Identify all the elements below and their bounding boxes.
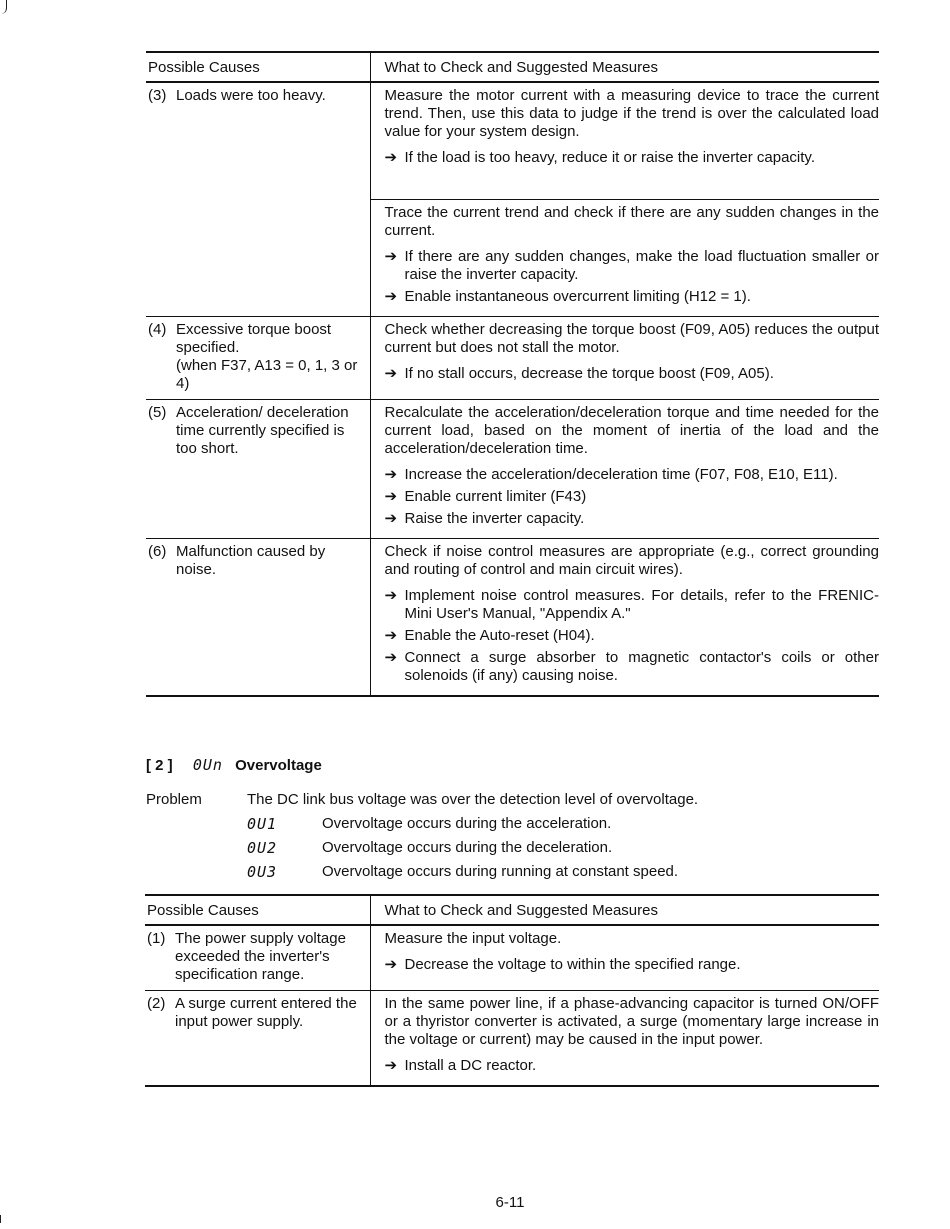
table-row <box>146 538 879 696</box>
cause-number: (5) <box>148 403 167 421</box>
check-cell <box>370 538 879 696</box>
header-what-to-check: What to Check and Suggested Measures <box>370 895 879 925</box>
header-possible-causes: Possible Causes <box>146 52 370 82</box>
arrow-icon: ➔ <box>384 956 398 973</box>
table-row <box>146 199 879 316</box>
table-row <box>146 82 879 199</box>
action-text: Enable current limiter (F43) <box>404 487 587 505</box>
arrow-icon: ➔ <box>384 149 398 166</box>
action-text: Implement noise control measures. For details, refer to the FRENIC-Mini User's Manual, "Appendix A." <box>404 586 879 622</box>
check-text: Measure the input voltage. <box>384 930 562 947</box>
cause-number: (1) <box>147 930 166 947</box>
check-cell <box>370 82 879 199</box>
arrow-icon: ➔ <box>384 465 398 483</box>
alarm-code-display: 0U1 <box>247 815 278 833</box>
action-item <box>385 466 880 484</box>
action-text: Enable instantaneous overcurrent limiting (H12 = 1). <box>404 287 751 305</box>
check-text: Measure the motor current with a measuring device to trace the current trend. Then, use this data to judge if the trend is over the calculated load value for your system design. <box>384 87 879 140</box>
check-text: Check whether decreasing the torque boost (F09, A05) reduces the output current but does not stall the motor. <box>384 320 879 356</box>
causes-table-2 <box>145 894 879 1087</box>
action-item <box>385 149 880 167</box>
arrow-icon: ➔ <box>384 247 398 265</box>
page-number: 6-11 <box>495 1194 525 1211</box>
check-cell <box>370 991 879 1087</box>
problem-text: The DC link bus voltage was over the detection level of overvoltage. <box>247 791 699 808</box>
action-item <box>385 365 880 383</box>
action-text: Raise the inverter capacity. <box>404 509 585 527</box>
action-text: If the load is too heavy, reduce it or raise the inverter capacity. <box>404 149 815 166</box>
alarm-code-display: 0U3 <box>247 863 278 881</box>
cause-number: (3) <box>148 87 167 104</box>
alarm-code-display: 0U2 <box>247 839 278 857</box>
cause-text: A surge current entered the input power supply. <box>175 995 357 1030</box>
check-text: In the same power line, if a phase-advancing capacitor is turned ON/OFF or a thyristor converter is activated, a surge (momentary large increase in the voltage or current) may be caused in the input power. <box>384 995 879 1048</box>
cause-cell <box>146 538 370 696</box>
check-cell <box>370 316 879 399</box>
action-text: Install a DC reactor. <box>404 1057 537 1074</box>
arrow-icon: ➔ <box>384 648 398 666</box>
cause-text: Acceleration/ deceleration time currently specified is too short. <box>176 403 349 457</box>
table-row <box>145 925 879 991</box>
action-text: Increase the acceleration/deceleration time (F07, F08, E10, E11). <box>404 465 838 483</box>
arrow-icon: ➔ <box>384 1057 398 1074</box>
arrow-icon: ➔ <box>384 364 398 382</box>
arrow-icon: ➔ <box>384 487 398 505</box>
arrow-icon: ➔ <box>384 586 398 604</box>
action-item <box>385 1057 880 1075</box>
arrow-icon: ➔ <box>384 626 398 644</box>
action-item <box>385 627 880 645</box>
cause-number: (4) <box>148 320 167 338</box>
cause-cell <box>146 199 370 316</box>
table-header-row <box>146 52 879 82</box>
check-cell <box>370 925 879 991</box>
cause-note: (when F37, A13 = 0, 1, 3 or 4) <box>176 356 358 392</box>
table-row <box>146 316 879 399</box>
header-what-to-check: What to Check and Suggested Measures <box>370 52 879 82</box>
problem-label: Problem <box>146 791 202 808</box>
action-text: Enable the Auto-reset (H04). <box>404 626 595 644</box>
action-item <box>385 488 880 506</box>
check-cell <box>370 399 879 538</box>
cause-text: Malfunction caused by noise. <box>176 542 326 578</box>
cause-number: (2) <box>147 995 166 1012</box>
action-item <box>385 649 880 685</box>
table-row <box>146 399 879 538</box>
cause-cell <box>145 925 370 991</box>
subcode-text: Overvoltage occurs during the acceleration. <box>322 815 612 832</box>
cause-cell <box>145 991 370 1087</box>
action-item <box>385 288 880 306</box>
cause-cell <box>146 399 370 538</box>
check-text: Check if noise control measures are appropriate (e.g., correct grounding and routing of control and main circuit wires). <box>384 542 879 578</box>
action-text: If there are any sudden changes, make the load fluctuation smaller or raise the inverter capacity. <box>404 247 879 283</box>
table-row <box>145 991 879 1087</box>
cause-text-group <box>176 321 362 393</box>
arrow-icon: ➔ <box>384 509 398 527</box>
cause-number: (6) <box>148 542 167 560</box>
action-text: Connect a surge absorber to magnetic contactor's coils or other solenoids (if any) causing noise. <box>404 648 879 684</box>
cause-text: Excessive torque boost specified. <box>176 320 332 356</box>
section-title: Overvoltage <box>235 757 322 774</box>
cause-cell <box>146 82 370 199</box>
causes-table-1 <box>146 51 879 697</box>
arrow-icon: ➔ <box>384 287 398 305</box>
alarm-code-display: 0Un <box>192 756 223 774</box>
check-text: Trace the current trend and check if there are any sudden changes in the current. <box>384 203 879 239</box>
check-text: Recalculate the acceleration/deceleration torque and time needed for the current load, based on the moment of inertia of the load and the acceleration/deceleration time. <box>384 403 879 457</box>
action-text: If no stall occurs, decrease the torque boost (F09, A05). <box>404 364 774 382</box>
subcode-text: Overvoltage occurs during running at constant speed. <box>322 863 679 880</box>
section-heading <box>146 756 322 775</box>
action-item <box>385 510 880 528</box>
check-cell <box>370 199 879 316</box>
binding-mark <box>0 0 7 14</box>
action-item <box>385 587 880 623</box>
binding-mark-bottom <box>0 1215 3 1223</box>
action-item <box>385 248 880 284</box>
cause-text: Loads were too heavy. <box>176 87 326 104</box>
table-header-row <box>145 895 879 925</box>
header-possible-causes: Possible Causes <box>145 895 370 925</box>
cause-text: The power supply voltage exceeded the inverter's specification range. <box>175 930 346 983</box>
cause-cell <box>146 316 370 399</box>
subcode-text: Overvoltage occurs during the deceleration. <box>322 839 613 856</box>
section-number: [ 2 ] <box>146 757 173 774</box>
action-text: Decrease the voltage to within the specified range. <box>404 956 741 973</box>
action-item <box>385 956 880 974</box>
